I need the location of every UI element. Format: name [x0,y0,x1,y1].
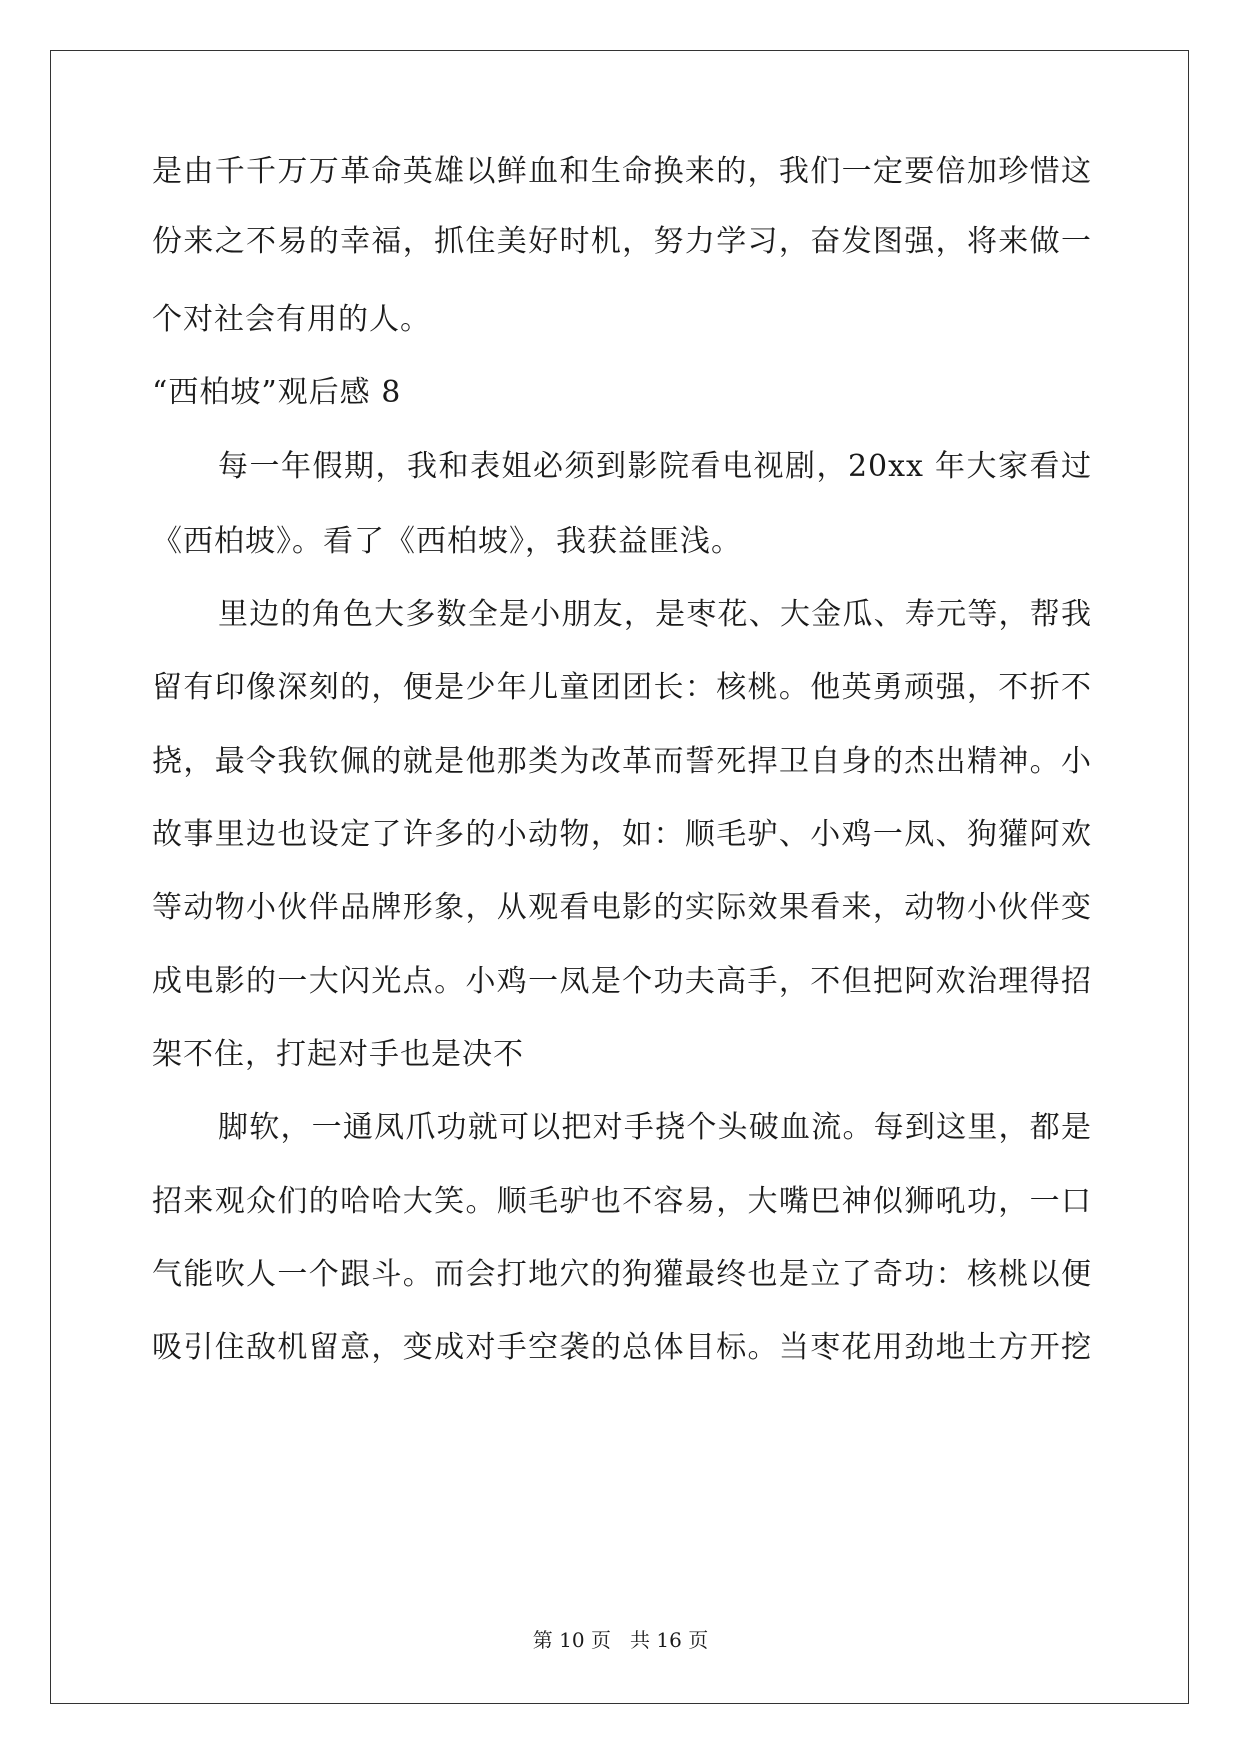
body-line-8: 留有印像深刻的，便是少年儿童团团长：核桃。他英勇顽强，不折不 [152,670,1092,705]
section-heading: “西柏坡”观后感 8 [152,375,402,410]
page-number: 第 10 页 [532,1628,611,1652]
body-line-3: 个对社会有用的人。 [152,302,431,337]
body-line-17: 吸引住敌机留意，变成对手空袭的总体目标。当枣花用劲地土方开挖 [152,1330,1092,1365]
body-line-10: 故事里边也设定了许多的小动物，如：顺毛驴、小鸡一凤、狗獾阿欢 [152,817,1092,852]
body-line-16: 气能吹人一个跟斗。而会打地穴的狗獾最终也是立了奇功：核桃以便 [152,1257,1092,1292]
body-line-14: 脚软，一通凤爪功就可以把对手挠个头破血流。每到这里，都是 [218,1110,1092,1145]
body-line-6: 《西柏坡》。看了《西柏坡》，我获益匪浅。 [152,524,742,559]
body-line-9: 挠，最令我钦佩的就是他那类为改革而誓死捍卫自身的杰出精神。小 [152,744,1092,779]
page-border [50,50,1189,1704]
page-total: 共 16 页 [630,1628,709,1652]
body-line-7: 里边的角色大多数全是小朋友，是枣花、大金瓜、寿元等，帮我 [218,597,1092,632]
body-line-11: 等动物小伙伴品牌形象，从观看电影的实际效果看来，动物小伙伴变 [152,890,1092,925]
body-line-13: 架不住，打起对手也是决不 [152,1037,524,1072]
body-line-5: 每一年假期，我和表姐必须到影院看电视剧，20xx 年大家看过 [218,449,1092,484]
body-line-12: 成电影的一大闪光点。小鸡一凤是个功夫高手，不但把阿欢治理得招 [152,964,1092,999]
page-footer [0,1628,1241,1652]
body-line-1: 是由千千万万革命英雄以鲜血和生命换来的，我们一定要倍加珍惜这 [152,154,1092,189]
body-line-15: 招来观众们的哈哈大笑。顺毛驴也不容易，大嘴巴神似狮吼功，一口 [152,1184,1092,1219]
body-line-2: 份来之不易的幸福，抓住美好时机，努力学习，奋发图强，将来做一 [152,224,1092,259]
